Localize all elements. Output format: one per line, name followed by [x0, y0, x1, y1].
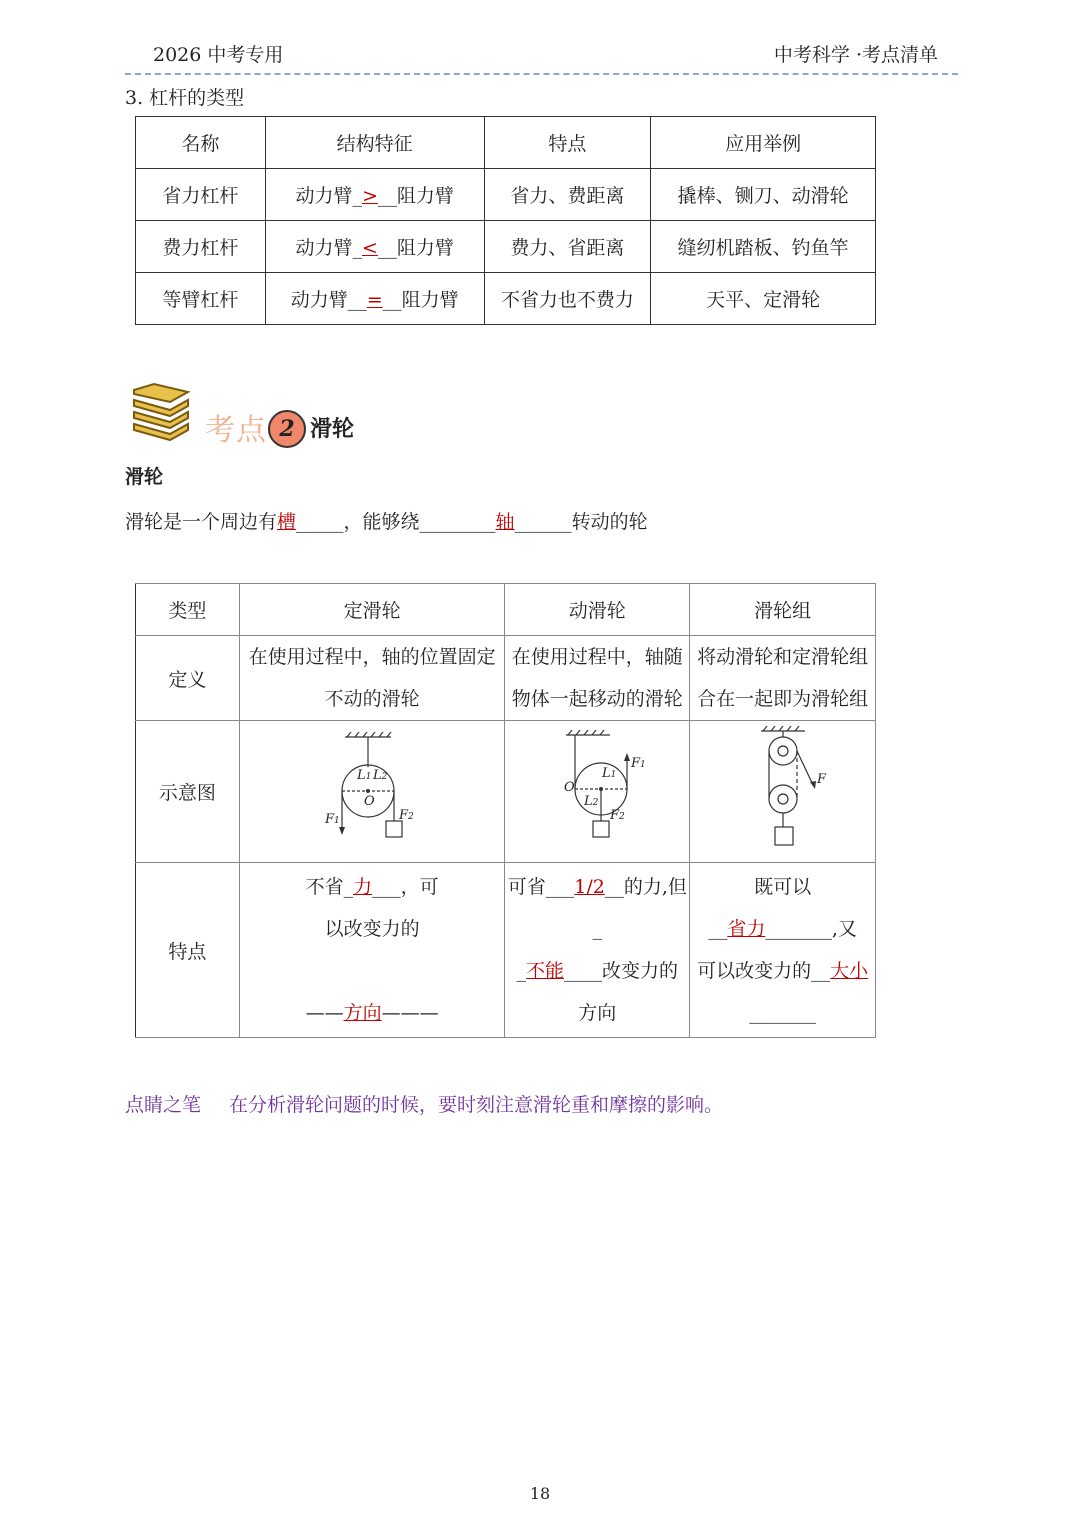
label-f2: F2: [399, 808, 414, 823]
label-f1: F1: [325, 812, 340, 827]
header-cell: 类型: [136, 584, 240, 636]
answer: >: [361, 185, 378, 207]
text: 动力臂_: [295, 237, 362, 259]
answer: 1/2: [574, 876, 605, 898]
row-label: 定义: [136, 636, 240, 721]
text: _: [516, 960, 527, 982]
pulley-block-diagram: [733, 725, 833, 853]
answer: 省力: [727, 918, 766, 940]
answer: 大小: [830, 960, 869, 982]
label-l1: L1: [357, 768, 372, 783]
table-row: [136, 721, 876, 863]
table-row: [136, 273, 876, 325]
table-header-row: [136, 584, 876, 636]
text: 动力臂_: [295, 185, 362, 207]
kaodian-title: 滑轮: [310, 416, 355, 442]
tip-label: 点睛之笔: [125, 1094, 202, 1116]
answer: 力: [353, 876, 373, 898]
line: [505, 950, 689, 992]
text: __阻力臂: [377, 237, 454, 259]
lever-name: 费力杠杆: [136, 221, 266, 273]
lever-types-table: [135, 116, 876, 325]
pulley-block-feature: [690, 863, 876, 1038]
text: ____改变力的: [564, 960, 679, 982]
page-number: 18: [529, 1484, 551, 1503]
header-cell: 滑轮组: [690, 584, 876, 636]
table-row: [136, 636, 876, 721]
lever-structure: [265, 273, 484, 325]
movable-pulley-feature: [505, 863, 690, 1038]
answer: =: [366, 289, 383, 311]
definition-cell: 在使用过程中，轴随物体一起移动的滑轮: [505, 636, 690, 721]
text: __阻力臂: [377, 185, 454, 207]
header-divider: [125, 73, 958, 75]
header-cell: 名称: [136, 117, 266, 169]
table-row: [136, 863, 876, 1038]
line: [690, 908, 875, 950]
pulley-definition: [125, 507, 648, 534]
header-cell: 应用举例: [651, 117, 876, 169]
pulley-heading: 滑轮: [125, 466, 164, 488]
line: [240, 866, 505, 908]
definition-cell: 在使用过程中，轴的位置固定不动的滑轮: [239, 636, 505, 721]
text: ——: [305, 1002, 344, 1024]
lever-name: 等臂杠杆: [136, 273, 266, 325]
lever-feature: 不省力也不费力: [484, 273, 651, 325]
kaodian-label: 考点: [205, 413, 267, 448]
header-cell: 动滑轮: [505, 584, 690, 636]
text: 转动的轮: [571, 511, 648, 533]
definition-cell: 将动滑轮和定滑轮组合在一起即为滑轮组: [690, 636, 876, 721]
text: 可省___: [507, 876, 575, 898]
lever-structure: [265, 221, 484, 273]
fixed-pulley-feature: [239, 863, 505, 1038]
lever-feature: 费力、省距离: [484, 221, 651, 273]
diagram-cell: [690, 721, 876, 863]
line: [690, 950, 875, 992]
label-o: O: [364, 794, 375, 809]
label-l2: L2: [373, 768, 388, 783]
line: _______: [749, 1002, 816, 1024]
row-label: 示意图: [136, 721, 240, 863]
answer: 槽: [277, 511, 297, 533]
diagram-cell: [505, 721, 690, 863]
lever-example: 缝纫机踏板、钓鱼竿: [651, 221, 876, 273]
answer: 不能: [526, 960, 565, 982]
text: ———: [381, 1002, 439, 1024]
line: 以改变力的: [324, 918, 420, 940]
lever-name: 省力杠杆: [136, 169, 266, 221]
lever-example: 撬棒、铡刀、动滑轮: [651, 169, 876, 221]
pulley-table: [135, 583, 876, 1038]
books-icon: [130, 380, 192, 442]
text: ___，可: [372, 876, 439, 898]
movable-pulley-diagram: [542, 729, 652, 849]
table-header-row: [136, 117, 876, 169]
header-right: 中考科学 ·考点清单: [773, 44, 938, 66]
table-row: [136, 221, 876, 273]
header-left: 2026 中考专用: [153, 44, 284, 66]
label-f1: F1: [631, 756, 647, 771]
diagram-cell: [239, 721, 505, 863]
lever-example: 天平、定滑轮: [651, 273, 876, 325]
label-f: F: [816, 772, 826, 787]
header-cell: 结构特征: [265, 117, 484, 169]
text: 可以改变力的__: [697, 960, 831, 982]
line: 方向: [578, 1002, 617, 1024]
lever-feature: 省力、费距离: [484, 169, 651, 221]
tip-note: [125, 1090, 723, 1117]
section-title: 3. 杠杆的类型: [125, 87, 245, 109]
line: [240, 992, 505, 1034]
text: _______,又: [765, 918, 857, 940]
fixed-pulley-diagram: [317, 729, 427, 849]
text: 不省_: [305, 876, 354, 898]
answer: <: [361, 237, 378, 259]
line: 既可以: [754, 876, 812, 898]
label-l2: L2: [584, 794, 599, 809]
text: 滑轮是一个周边有: [125, 511, 278, 533]
text: ______: [514, 511, 572, 533]
header-cell: 特点: [484, 117, 651, 169]
header-cell: 定滑轮: [239, 584, 505, 636]
text: __阻力臂: [382, 289, 459, 311]
spacer: [240, 950, 505, 992]
lever-structure: [265, 169, 484, 221]
line: [505, 866, 689, 950]
text: ________: [419, 511, 496, 533]
text: _____，能够绕: [296, 511, 420, 533]
text: __: [708, 918, 728, 940]
label-f2: F2: [610, 808, 626, 823]
label-l1: L1: [602, 766, 617, 781]
table-row: [136, 169, 876, 221]
row-label: 特点: [136, 863, 240, 1038]
label-o: O: [564, 780, 575, 795]
answer: 方向: [343, 1002, 382, 1024]
kaodian-number-badge: 2: [268, 410, 306, 448]
text: __的力,但_: [592, 876, 687, 940]
answer: 轴: [495, 511, 515, 533]
tip-text: 在分析滑轮问题的时候，要时刻注意滑轮重和摩擦的影响。: [229, 1094, 724, 1116]
text: 动力臂__: [290, 289, 367, 311]
